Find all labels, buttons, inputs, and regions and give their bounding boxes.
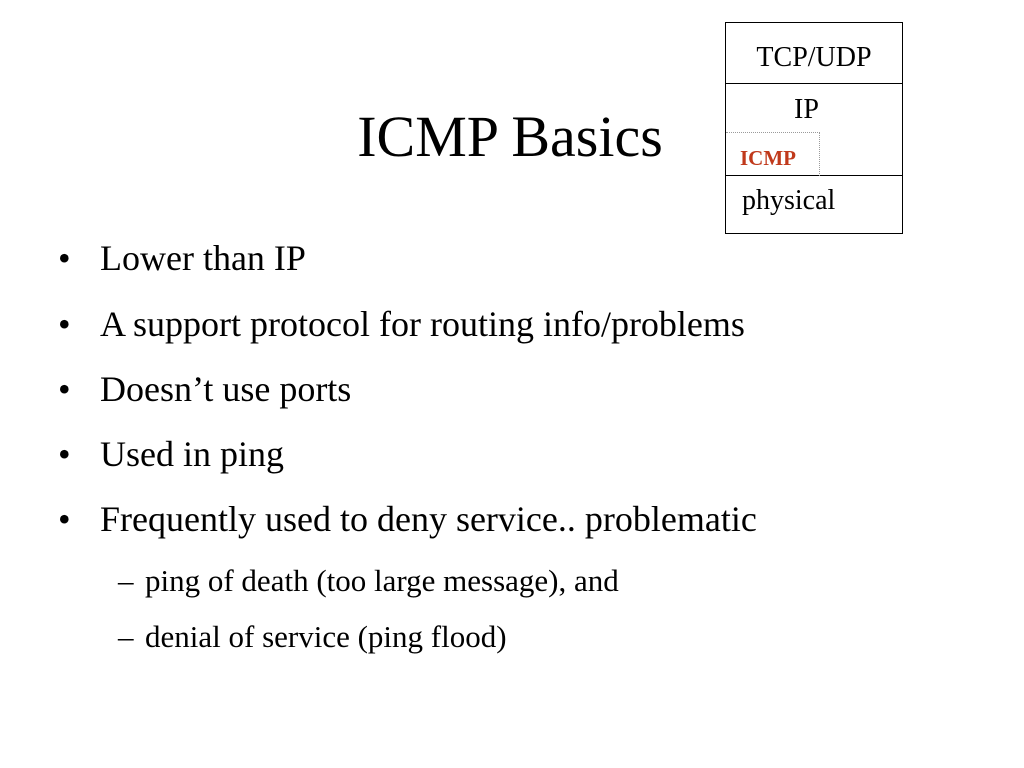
bullet-text: A support protocol for routing info/problems xyxy=(100,304,745,344)
stack-layer-physical xyxy=(726,176,902,233)
bullet-text: Lower than IP xyxy=(100,238,306,278)
stack-layer-network xyxy=(726,84,902,176)
bullet-text: Used in ping xyxy=(100,434,284,474)
bullet-marker: • xyxy=(58,434,71,474)
sub-bullet-text: denial of service (ping flood) xyxy=(145,619,507,654)
stack-layer-network-label: IP xyxy=(794,94,819,125)
stack-sublayer-icmp xyxy=(726,132,820,176)
bullet-marker: • xyxy=(58,238,71,278)
stack-sublayer-icmp-label: ICMP xyxy=(740,146,796,170)
bullet-marker: • xyxy=(58,304,71,344)
bullet-marker: • xyxy=(58,369,71,409)
bullet-text: Doesn’t use ports xyxy=(100,369,352,409)
bullet-text: Frequently used to deny service.. problematic xyxy=(100,499,757,539)
sub-bullet-text: ping of death (too large message), and xyxy=(145,563,619,598)
bullet-marker: • xyxy=(58,499,71,539)
sub-bullet-marker: – xyxy=(118,619,134,654)
sub-bullet-marker: – xyxy=(118,563,134,598)
stack-layer-physical-label: physical xyxy=(742,185,836,216)
protocol-stack-diagram xyxy=(725,22,903,234)
slide-title: ICMP Basics xyxy=(357,104,663,169)
stack-layer-transport: TCP/UDP xyxy=(726,23,902,84)
